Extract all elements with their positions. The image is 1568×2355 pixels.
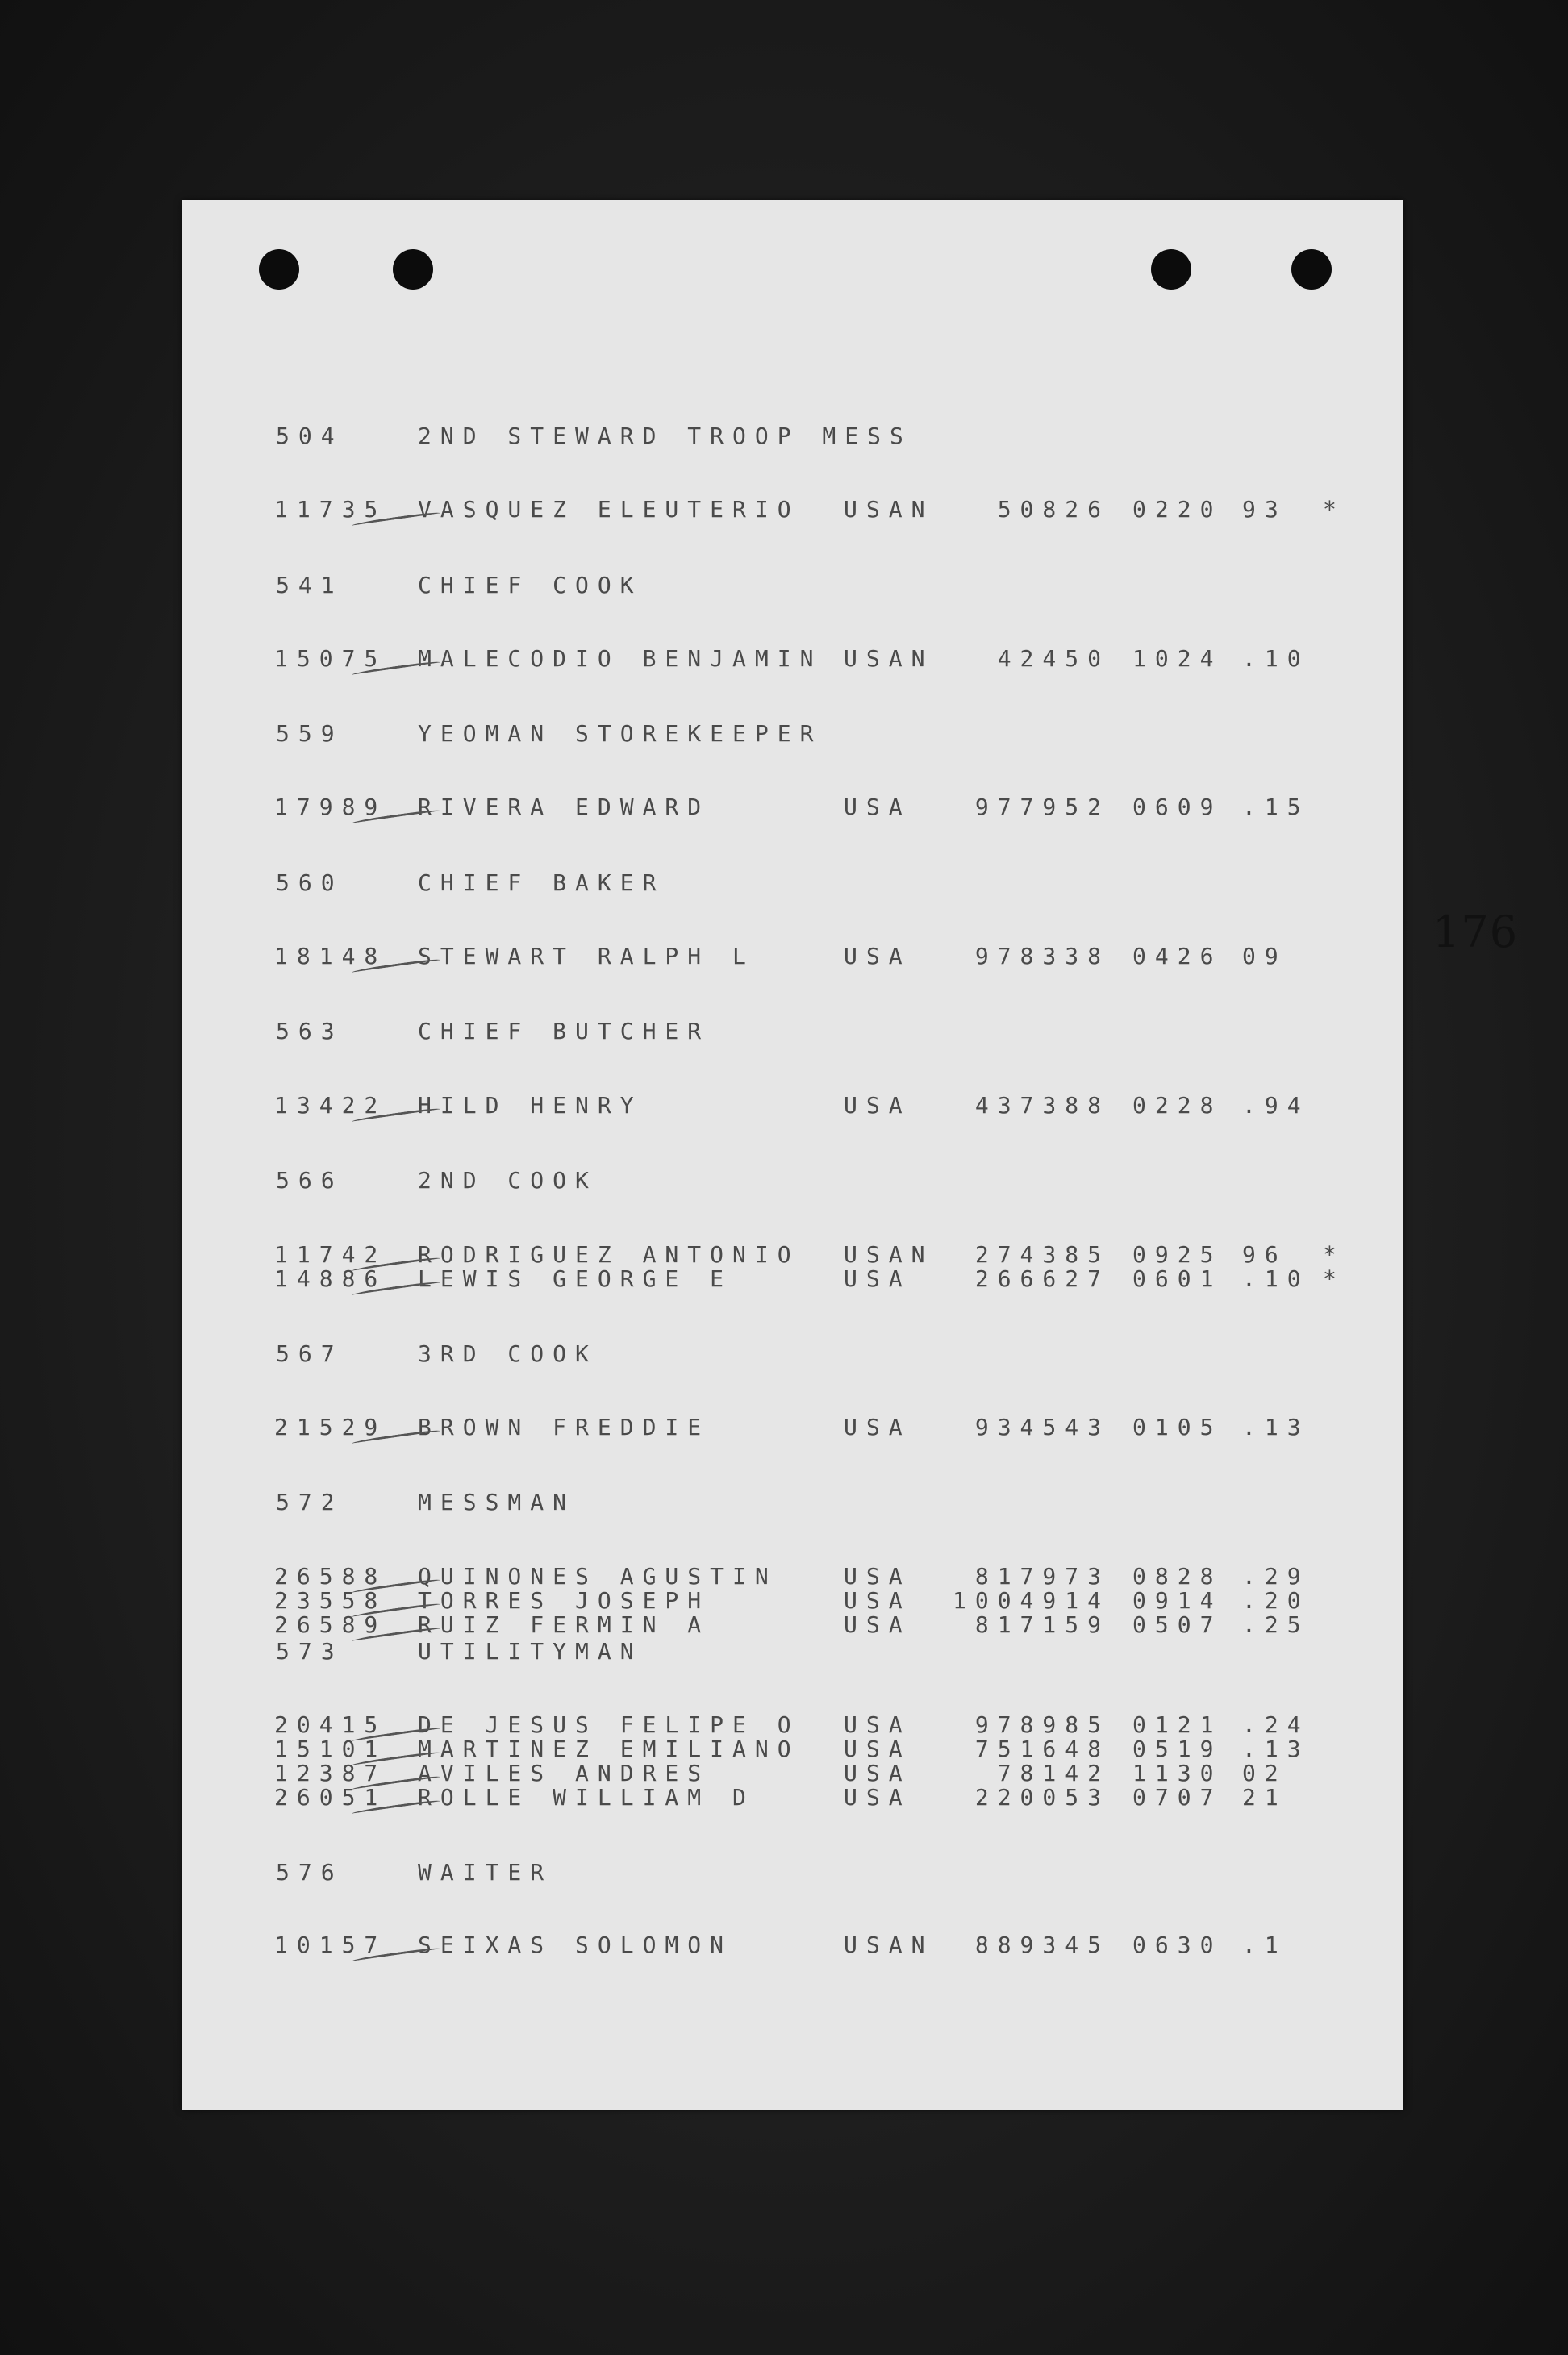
rating-code: 566 [276,1167,344,1194]
asterisk-mark: * [1323,1241,1345,1268]
document-number: 50826 [997,496,1110,523]
rating-code: 560 [276,869,344,896]
value-code: 21 [1242,1784,1287,1811]
date-code: 0601 [1132,1265,1223,1292]
section-heading [182,572,1403,604]
document-number: 978338 [974,943,1110,969]
section-heading [182,1018,1403,1050]
section-heading [182,1638,1403,1670]
citizenship: USA [844,943,911,969]
entry-number: 20415 [274,1711,387,1738]
entry-number: 11742 [274,1241,387,1268]
crew-name: VASQUEZ ELEUTERIO [418,496,800,523]
citizenship: USAN [844,1932,934,1958]
date-code: 1024 [1132,645,1223,672]
entry-number: 11735 [274,496,387,523]
crew-name: TORRES JOSEPH [418,1587,711,1614]
crew-name: LEWIS GEORGE E [418,1265,733,1292]
date-code: 0519 [1132,1736,1223,1762]
date-code: 0925 [1132,1241,1223,1268]
date-code: 0220 [1132,496,1223,523]
rating-title: 2ND COOK [418,1167,598,1194]
date-code: 0507 [1132,1611,1223,1638]
rating-code: 504 [276,423,344,449]
entry-number: 15101 [274,1736,387,1762]
value-code: .25 [1242,1611,1310,1638]
rating-code: 576 [276,1859,344,1886]
entry-number: 14886 [274,1265,387,1292]
entry-number: 26051 [274,1784,387,1811]
crew-name: SEIXAS SOLOMON [418,1932,733,1958]
rating-title: 2ND STEWARD TROOP MESS [418,423,912,449]
document-number: 274385 [974,1241,1110,1268]
document-number: 437388 [974,1092,1110,1119]
value-code: .29 [1242,1563,1310,1590]
value-code: 02 [1242,1760,1287,1786]
rating-title: WAITER [418,1859,553,1886]
rating-title: 3RD COOK [418,1340,598,1367]
crew-name: AVILES ANDRES [418,1760,711,1786]
page-number-stamp: 176 [1432,907,1519,957]
value-code: 96 [1242,1241,1287,1268]
document-number: 1004914 [952,1587,1110,1614]
section-heading [182,869,1403,902]
entry-number: 21529 [274,1414,387,1440]
document-number: 78142 [997,1760,1110,1786]
document-number: 220053 [974,1784,1110,1811]
crew-name: RUIZ FERMIN A [418,1611,711,1638]
value-code: .13 [1242,1736,1310,1762]
citizenship: USA [844,1711,911,1738]
asterisk-mark: * [1323,1265,1345,1292]
document-number: 934543 [974,1414,1110,1440]
citizenship: USA [844,1760,911,1786]
citizenship: USA [844,1563,911,1590]
citizenship: USA [844,794,911,820]
date-code: 0914 [1132,1587,1223,1614]
citizenship: USAN [844,1241,934,1268]
value-code: .94 [1242,1092,1310,1119]
crew-name: MALECODIO BENJAMIN [418,645,823,672]
rating-title: CHIEF COOK [418,572,643,598]
date-code: 0707 [1132,1784,1223,1811]
crew-name: HILD HENRY [418,1092,643,1119]
punch-hole-4 [1291,249,1332,290]
date-code: 0228 [1132,1092,1223,1119]
section-heading [182,1340,1403,1373]
value-code: .10 [1242,645,1310,672]
entry-number: 18148 [274,943,387,969]
rating-code: 563 [276,1018,344,1044]
punch-hole-1 [259,249,299,290]
entry-number: 26588 [274,1563,387,1590]
crew-name: QUINONES AGUSTIN [418,1563,778,1590]
document-number: 889345 [974,1932,1110,1958]
entry-number: 23558 [274,1587,387,1614]
document-number: 817159 [974,1611,1110,1638]
citizenship: USA [844,1784,911,1811]
value-code: .24 [1242,1711,1310,1738]
rating-code: 573 [276,1638,344,1665]
entry-number: 12387 [274,1760,387,1786]
section-heading [182,423,1403,455]
value-code: .10 [1242,1265,1310,1292]
entry-number: 13422 [274,1092,387,1119]
date-code: 0105 [1132,1414,1223,1440]
citizenship: USAN [844,645,934,672]
typed-roster-page [182,200,1519,2110]
document-number: 42450 [997,645,1110,672]
rating-title: CHIEF BUTCHER [418,1018,711,1044]
document-number: 266627 [974,1265,1110,1292]
citizenship: USA [844,1265,911,1292]
rating-title: MESSMAN [418,1489,576,1515]
rating-title: UTILITYMAN [418,1638,643,1665]
entry-number: 15075 [274,645,387,672]
entry-number: 26589 [274,1611,387,1638]
rating-code: 572 [276,1489,344,1515]
document-number: 978985 [974,1711,1110,1738]
punch-hole-3 [1151,249,1191,290]
document-number: 817973 [974,1563,1110,1590]
value-code: 09 [1242,943,1287,969]
section-heading [182,1859,1403,1891]
crew-name: BROWN FREDDIE [418,1414,711,1440]
crew-name: RODRIGUEZ ANTONIO [418,1241,800,1268]
value-code: .20 [1242,1587,1310,1614]
section-heading [182,720,1403,752]
rating-title: YEOMAN STOREKEEPER [418,720,823,747]
value-code: 93 [1242,496,1287,523]
rating-code: 559 [276,720,344,747]
section-heading [182,1167,1403,1199]
citizenship: USA [844,1414,911,1440]
citizenship: USA [844,1736,911,1762]
crew-name: DE JESUS FELIPE O [418,1711,800,1738]
asterisk-mark: * [1323,496,1345,523]
citizenship: USA [844,1092,911,1119]
citizenship: USAN [844,496,934,523]
date-code: 0121 [1132,1711,1223,1738]
citizenship: USA [844,1587,911,1614]
document-number: 977952 [974,794,1110,820]
rating-code: 567 [276,1340,344,1367]
citizenship: USA [844,1611,911,1638]
crew-name: MARTINEZ EMILIANO [418,1736,800,1762]
entry-number: 17989 [274,794,387,820]
crew-name: ROLLE WILLIAM D [418,1784,755,1811]
value-code: .13 [1242,1414,1310,1440]
rating-title: CHIEF BAKER [418,869,665,896]
document-number: 751648 [974,1736,1110,1762]
crew-name: STEWART RALPH L [418,943,755,969]
crew-name: RIVERA EDWARD [418,794,711,820]
punch-hole-2 [393,249,433,290]
date-code: 0609 [1132,794,1223,820]
date-code: 0630 [1132,1932,1223,1958]
section-heading [182,1489,1403,1521]
value-code: .1 [1242,1932,1287,1958]
date-code: 1130 [1132,1760,1223,1786]
date-code: 0828 [1132,1563,1223,1590]
value-code: .15 [1242,794,1310,820]
rating-code: 541 [276,572,344,598]
entry-number: 10157 [274,1932,387,1958]
date-code: 0426 [1132,943,1223,969]
